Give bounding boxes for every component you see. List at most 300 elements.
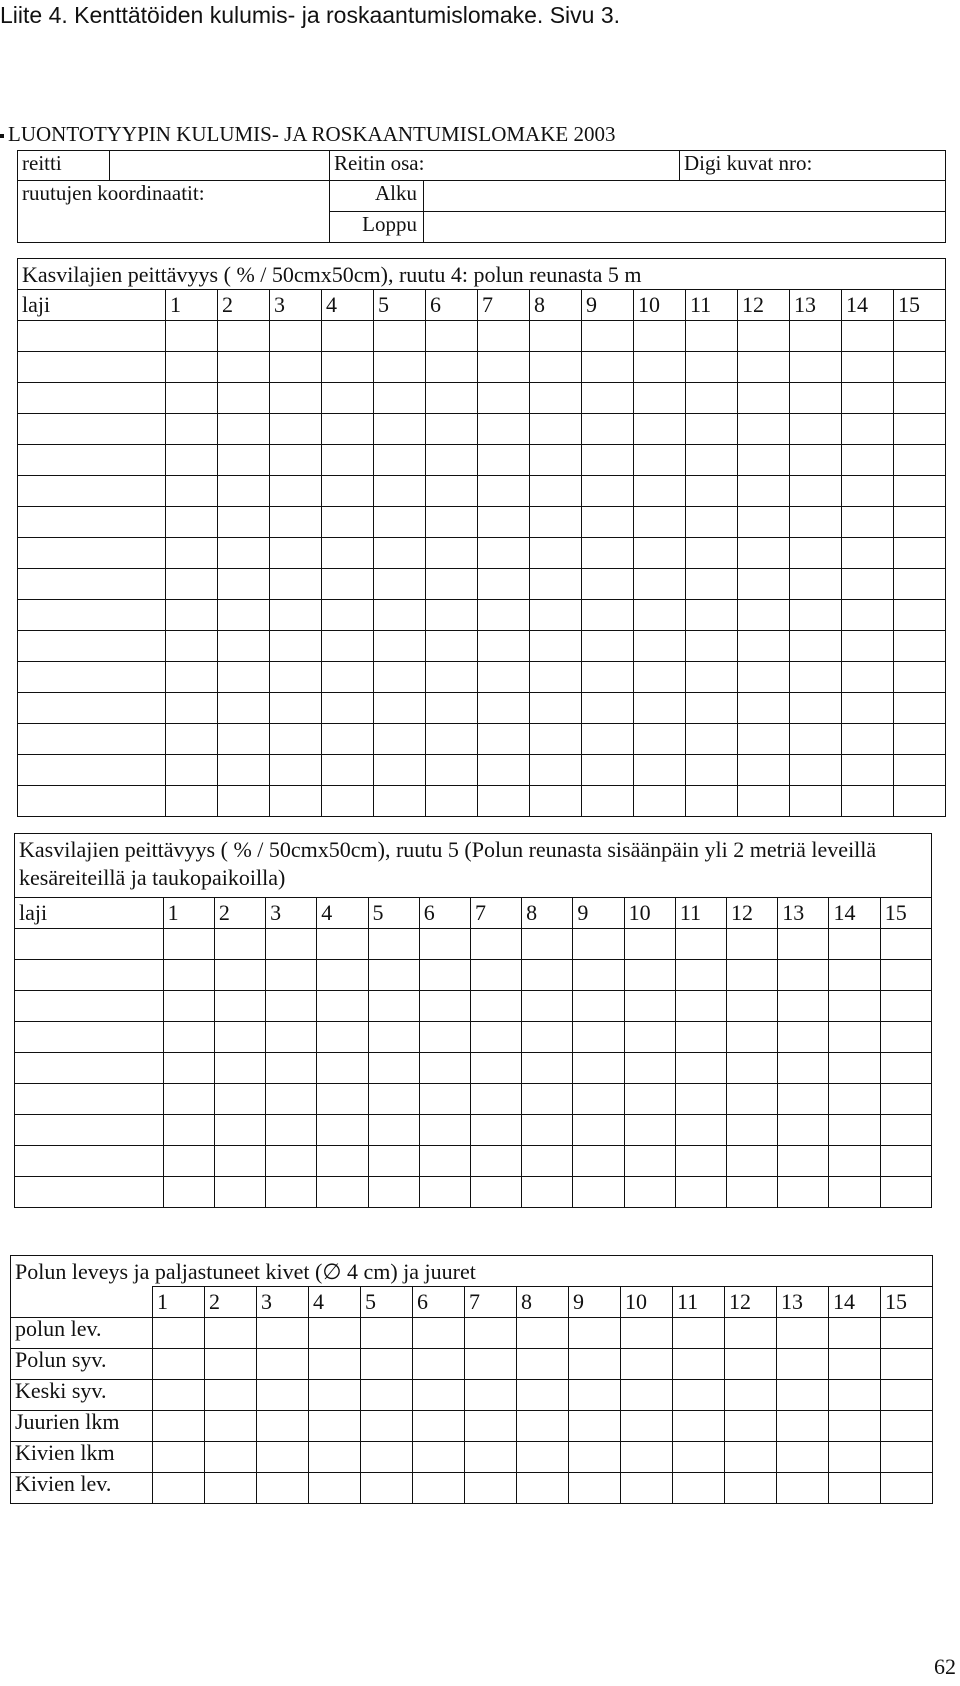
coverage-cell[interactable] — [738, 414, 790, 445]
coverage-cell[interactable] — [790, 693, 842, 724]
coverage-cell[interactable] — [829, 960, 880, 991]
species-cell[interactable] — [18, 631, 166, 662]
coverage-cell[interactable] — [686, 445, 738, 476]
coverage-cell[interactable] — [727, 960, 778, 991]
species-cell[interactable] — [15, 1022, 164, 1053]
coverage-cell[interactable] — [790, 414, 842, 445]
coverage-cell[interactable] — [880, 1146, 931, 1177]
coverage-cell[interactable] — [374, 321, 426, 352]
coverage-cell[interactable] — [374, 445, 426, 476]
measurement-cell[interactable] — [413, 1349, 465, 1380]
measurement-cell[interactable] — [517, 1318, 569, 1349]
measurement-cell[interactable] — [413, 1380, 465, 1411]
measurement-cell[interactable] — [777, 1411, 829, 1442]
coverage-cell[interactable] — [214, 1177, 265, 1208]
coverage-cell[interactable] — [426, 693, 478, 724]
coverage-cell[interactable] — [842, 352, 894, 383]
coverage-cell[interactable] — [738, 786, 790, 817]
coverage-cell[interactable] — [478, 755, 530, 786]
coverage-cell[interactable] — [166, 631, 218, 662]
coverage-cell[interactable] — [470, 1022, 521, 1053]
coverage-cell[interactable] — [163, 1053, 214, 1084]
coverage-cell[interactable] — [686, 414, 738, 445]
coverage-cell[interactable] — [218, 476, 270, 507]
coverage-cell[interactable] — [163, 1022, 214, 1053]
coverage-cell[interactable] — [218, 414, 270, 445]
coverage-cell[interactable] — [686, 631, 738, 662]
coverage-cell[interactable] — [214, 991, 265, 1022]
coverage-cell[interactable] — [573, 1053, 624, 1084]
coverage-cell[interactable] — [478, 693, 530, 724]
coverage-cell[interactable] — [686, 693, 738, 724]
coverage-cell[interactable] — [790, 321, 842, 352]
measurement-cell[interactable] — [465, 1442, 517, 1473]
coverage-cell[interactable] — [374, 755, 426, 786]
coverage-cell[interactable] — [624, 1022, 675, 1053]
coverage-cell[interactable] — [166, 476, 218, 507]
coverage-cell[interactable] — [829, 1115, 880, 1146]
measurement-cell[interactable] — [725, 1318, 777, 1349]
coverage-cell[interactable] — [374, 724, 426, 755]
measurement-cell[interactable] — [361, 1442, 413, 1473]
coverage-cell[interactable] — [530, 383, 582, 414]
coverage-cell[interactable] — [582, 445, 634, 476]
species-cell[interactable] — [18, 569, 166, 600]
coverage-cell[interactable] — [738, 662, 790, 693]
coverage-cell[interactable] — [842, 600, 894, 631]
coverage-cell[interactable] — [727, 1115, 778, 1146]
coverage-cell[interactable] — [266, 1115, 317, 1146]
coverage-cell[interactable] — [218, 445, 270, 476]
coverage-cell[interactable] — [270, 569, 322, 600]
coverage-cell[interactable] — [419, 1053, 470, 1084]
coverage-cell[interactable] — [573, 1084, 624, 1115]
coverage-cell[interactable] — [522, 1146, 573, 1177]
coverage-cell[interactable] — [218, 383, 270, 414]
coverage-cell[interactable] — [419, 1177, 470, 1208]
coverage-cell[interactable] — [419, 991, 470, 1022]
coverage-cell[interactable] — [266, 1084, 317, 1115]
coverage-cell[interactable] — [624, 1177, 675, 1208]
measurement-cell[interactable] — [621, 1442, 673, 1473]
species-cell[interactable] — [18, 600, 166, 631]
measurement-cell[interactable] — [309, 1442, 361, 1473]
coverage-cell[interactable] — [675, 1146, 726, 1177]
coverage-cell[interactable] — [322, 507, 374, 538]
coverage-cell[interactable] — [166, 352, 218, 383]
coverage-cell[interactable] — [530, 476, 582, 507]
coverage-cell[interactable] — [322, 383, 374, 414]
species-cell[interactable] — [15, 1146, 164, 1177]
coverage-cell[interactable] — [624, 960, 675, 991]
coverage-cell[interactable] — [686, 538, 738, 569]
species-cell[interactable] — [15, 991, 164, 1022]
coverage-cell[interactable] — [478, 445, 530, 476]
measurement-cell[interactable] — [725, 1380, 777, 1411]
measurement-cell[interactable] — [361, 1349, 413, 1380]
coverage-cell[interactable] — [374, 507, 426, 538]
coverage-cell[interactable] — [218, 600, 270, 631]
coverage-cell[interactable] — [582, 507, 634, 538]
coverage-cell[interactable] — [634, 321, 686, 352]
coverage-cell[interactable] — [624, 1053, 675, 1084]
measurement-cell[interactable] — [881, 1411, 933, 1442]
coverage-cell[interactable] — [894, 786, 946, 817]
coverage-cell[interactable] — [675, 960, 726, 991]
coverage-cell[interactable] — [317, 1053, 368, 1084]
coverage-cell[interactable] — [778, 929, 829, 960]
species-cell[interactable] — [18, 662, 166, 693]
coverage-cell[interactable] — [738, 693, 790, 724]
measurement-cell[interactable] — [257, 1442, 309, 1473]
coverage-cell[interactable] — [778, 960, 829, 991]
coverage-cell[interactable] — [573, 960, 624, 991]
measurement-cell[interactable] — [569, 1318, 621, 1349]
coverage-cell[interactable] — [214, 929, 265, 960]
coverage-cell[interactable] — [880, 1022, 931, 1053]
coverage-cell[interactable] — [582, 662, 634, 693]
coverage-cell[interactable] — [166, 507, 218, 538]
measurement-cell[interactable] — [517, 1349, 569, 1380]
coverage-cell[interactable] — [634, 600, 686, 631]
coverage-cell[interactable] — [426, 507, 478, 538]
coverage-cell[interactable] — [727, 991, 778, 1022]
measurement-cell[interactable] — [881, 1473, 933, 1504]
measurement-cell[interactable] — [413, 1442, 465, 1473]
coverage-cell[interactable] — [214, 1115, 265, 1146]
coverage-cell[interactable] — [368, 991, 419, 1022]
coverage-cell[interactable] — [778, 991, 829, 1022]
coverage-cell[interactable] — [426, 321, 478, 352]
species-cell[interactable] — [18, 724, 166, 755]
coverage-cell[interactable] — [790, 476, 842, 507]
coverage-cell[interactable] — [829, 991, 880, 1022]
coverage-cell[interactable] — [317, 1022, 368, 1053]
coverage-cell[interactable] — [426, 600, 478, 631]
measurement-cell[interactable] — [569, 1380, 621, 1411]
coverage-cell[interactable] — [478, 352, 530, 383]
coverage-cell[interactable] — [880, 1084, 931, 1115]
coverage-cell[interactable] — [266, 1146, 317, 1177]
coverage-cell[interactable] — [374, 476, 426, 507]
coverage-cell[interactable] — [218, 662, 270, 693]
species-cell[interactable] — [18, 507, 166, 538]
coverage-cell[interactable] — [470, 960, 521, 991]
coverage-cell[interactable] — [478, 569, 530, 600]
start-coordinates-value[interactable] — [424, 181, 946, 212]
measurement-cell[interactable] — [361, 1473, 413, 1504]
measurement-cell[interactable] — [673, 1318, 725, 1349]
coverage-cell[interactable] — [530, 321, 582, 352]
coverage-cell[interactable] — [738, 507, 790, 538]
coverage-cell[interactable] — [322, 569, 374, 600]
coverage-cell[interactable] — [790, 724, 842, 755]
coverage-cell[interactable] — [426, 383, 478, 414]
coverage-cell[interactable] — [163, 1084, 214, 1115]
coverage-cell[interactable] — [218, 352, 270, 383]
coverage-cell[interactable] — [478, 600, 530, 631]
measurement-cell[interactable] — [257, 1318, 309, 1349]
coverage-cell[interactable] — [478, 724, 530, 755]
coverage-cell[interactable] — [270, 600, 322, 631]
coverage-cell[interactable] — [790, 786, 842, 817]
coverage-cell[interactable] — [573, 991, 624, 1022]
coverage-cell[interactable] — [322, 352, 374, 383]
coverage-cell[interactable] — [368, 1053, 419, 1084]
coverage-cell[interactable] — [266, 1053, 317, 1084]
coverage-cell[interactable] — [624, 1115, 675, 1146]
measurement-cell[interactable] — [569, 1473, 621, 1504]
measurement-cell[interactable] — [413, 1473, 465, 1504]
coverage-cell[interactable] — [573, 929, 624, 960]
coverage-cell[interactable] — [419, 1115, 470, 1146]
measurement-cell[interactable] — [881, 1318, 933, 1349]
measurement-cell[interactable] — [205, 1380, 257, 1411]
coverage-cell[interactable] — [163, 1115, 214, 1146]
coverage-cell[interactable] — [675, 1022, 726, 1053]
coverage-cell[interactable] — [675, 1053, 726, 1084]
coverage-cell[interactable] — [270, 507, 322, 538]
measurement-cell[interactable] — [309, 1411, 361, 1442]
coverage-cell[interactable] — [894, 631, 946, 662]
coverage-cell[interactable] — [778, 1146, 829, 1177]
coverage-cell[interactable] — [530, 662, 582, 693]
coverage-cell[interactable] — [163, 1177, 214, 1208]
measurement-cell[interactable] — [569, 1442, 621, 1473]
coverage-cell[interactable] — [322, 538, 374, 569]
coverage-cell[interactable] — [738, 476, 790, 507]
measurement-cell[interactable] — [621, 1411, 673, 1442]
coverage-cell[interactable] — [530, 724, 582, 755]
coverage-cell[interactable] — [573, 1177, 624, 1208]
coverage-cell[interactable] — [790, 538, 842, 569]
coverage-cell[interactable] — [686, 321, 738, 352]
coverage-cell[interactable] — [675, 991, 726, 1022]
coverage-cell[interactable] — [368, 1084, 419, 1115]
coverage-cell[interactable] — [317, 1146, 368, 1177]
coverage-cell[interactable] — [322, 755, 374, 786]
species-cell[interactable] — [18, 321, 166, 352]
coverage-cell[interactable] — [634, 383, 686, 414]
coverage-cell[interactable] — [894, 414, 946, 445]
measurement-cell[interactable] — [361, 1380, 413, 1411]
coverage-cell[interactable] — [738, 600, 790, 631]
coverage-cell[interactable] — [426, 724, 478, 755]
coverage-cell[interactable] — [894, 693, 946, 724]
species-cell[interactable] — [18, 445, 166, 476]
coverage-cell[interactable] — [478, 414, 530, 445]
coverage-cell[interactable] — [470, 1115, 521, 1146]
coverage-cell[interactable] — [163, 991, 214, 1022]
coverage-cell[interactable] — [675, 1177, 726, 1208]
coverage-cell[interactable] — [166, 538, 218, 569]
coverage-cell[interactable] — [426, 631, 478, 662]
coverage-cell[interactable] — [530, 538, 582, 569]
coverage-cell[interactable] — [894, 352, 946, 383]
coverage-cell[interactable] — [624, 991, 675, 1022]
coverage-cell[interactable] — [374, 786, 426, 817]
species-cell[interactable] — [15, 1177, 164, 1208]
coverage-cell[interactable] — [368, 1177, 419, 1208]
coverage-cell[interactable] — [880, 1115, 931, 1146]
coverage-cell[interactable] — [790, 569, 842, 600]
coverage-cell[interactable] — [322, 786, 374, 817]
coverage-cell[interactable] — [426, 445, 478, 476]
coverage-cell[interactable] — [842, 569, 894, 600]
coverage-cell[interactable] — [582, 383, 634, 414]
coverage-cell[interactable] — [880, 960, 931, 991]
coverage-cell[interactable] — [270, 352, 322, 383]
coverage-cell[interactable] — [829, 1146, 880, 1177]
coverage-cell[interactable] — [842, 414, 894, 445]
measurement-cell[interactable] — [465, 1411, 517, 1442]
coverage-cell[interactable] — [478, 507, 530, 538]
coverage-cell[interactable] — [214, 1053, 265, 1084]
coverage-cell[interactable] — [842, 693, 894, 724]
coverage-cell[interactable] — [738, 321, 790, 352]
coverage-cell[interactable] — [270, 476, 322, 507]
coverage-cell[interactable] — [675, 1115, 726, 1146]
coverage-cell[interactable] — [374, 352, 426, 383]
coverage-cell[interactable] — [634, 662, 686, 693]
coverage-cell[interactable] — [218, 786, 270, 817]
measurement-cell[interactable] — [465, 1349, 517, 1380]
coverage-cell[interactable] — [582, 600, 634, 631]
coverage-cell[interactable] — [522, 1022, 573, 1053]
coverage-cell[interactable] — [530, 507, 582, 538]
coverage-cell[interactable] — [582, 724, 634, 755]
coverage-cell[interactable] — [738, 538, 790, 569]
measurement-cell[interactable] — [153, 1473, 205, 1504]
coverage-cell[interactable] — [842, 786, 894, 817]
measurement-cell[interactable] — [205, 1349, 257, 1380]
measurement-cell[interactable] — [621, 1473, 673, 1504]
coverage-cell[interactable] — [675, 929, 726, 960]
measurement-cell[interactable] — [673, 1411, 725, 1442]
coverage-cell[interactable] — [426, 476, 478, 507]
coverage-cell[interactable] — [368, 929, 419, 960]
coverage-cell[interactable] — [686, 662, 738, 693]
measurement-cell[interactable] — [517, 1442, 569, 1473]
measurement-cell[interactable] — [309, 1380, 361, 1411]
coverage-cell[interactable] — [374, 383, 426, 414]
coverage-cell[interactable] — [790, 507, 842, 538]
coverage-cell[interactable] — [419, 929, 470, 960]
coverage-cell[interactable] — [894, 600, 946, 631]
coverage-cell[interactable] — [738, 352, 790, 383]
coverage-cell[interactable] — [522, 929, 573, 960]
coverage-cell[interactable] — [317, 1115, 368, 1146]
coverage-cell[interactable] — [686, 352, 738, 383]
coverage-cell[interactable] — [790, 662, 842, 693]
coverage-cell[interactable] — [530, 569, 582, 600]
measurement-cell[interactable] — [621, 1349, 673, 1380]
measurement-cell[interactable] — [517, 1380, 569, 1411]
measurement-cell[interactable] — [309, 1349, 361, 1380]
coverage-cell[interactable] — [374, 662, 426, 693]
coverage-cell[interactable] — [270, 383, 322, 414]
measurement-cell[interactable] — [465, 1380, 517, 1411]
measurement-cell[interactable] — [621, 1380, 673, 1411]
coverage-cell[interactable] — [686, 476, 738, 507]
coverage-cell[interactable] — [522, 1053, 573, 1084]
coverage-cell[interactable] — [738, 445, 790, 476]
coverage-cell[interactable] — [478, 321, 530, 352]
coverage-cell[interactable] — [322, 321, 374, 352]
coverage-cell[interactable] — [530, 600, 582, 631]
coverage-cell[interactable] — [727, 1146, 778, 1177]
measurement-cell[interactable] — [569, 1411, 621, 1442]
coverage-cell[interactable] — [218, 724, 270, 755]
coverage-cell[interactable] — [530, 631, 582, 662]
coverage-cell[interactable] — [522, 960, 573, 991]
measurement-cell[interactable] — [777, 1318, 829, 1349]
measurement-cell[interactable] — [257, 1411, 309, 1442]
coverage-cell[interactable] — [322, 414, 374, 445]
coverage-cell[interactable] — [266, 960, 317, 991]
coverage-cell[interactable] — [266, 991, 317, 1022]
measurement-cell[interactable] — [153, 1442, 205, 1473]
measurement-cell[interactable] — [361, 1318, 413, 1349]
measurement-cell[interactable] — [465, 1318, 517, 1349]
coverage-cell[interactable] — [214, 1146, 265, 1177]
species-cell[interactable] — [15, 1084, 164, 1115]
coverage-cell[interactable] — [842, 321, 894, 352]
measurement-cell[interactable] — [309, 1473, 361, 1504]
coverage-cell[interactable] — [270, 538, 322, 569]
coverage-cell[interactable] — [790, 445, 842, 476]
coverage-cell[interactable] — [374, 538, 426, 569]
coverage-cell[interactable] — [686, 569, 738, 600]
coverage-cell[interactable] — [675, 1084, 726, 1115]
coverage-cell[interactable] — [829, 1084, 880, 1115]
coverage-cell[interactable] — [829, 1022, 880, 1053]
coverage-cell[interactable] — [842, 445, 894, 476]
measurement-cell[interactable] — [777, 1349, 829, 1380]
measurement-cell[interactable] — [725, 1411, 777, 1442]
coverage-cell[interactable] — [419, 1084, 470, 1115]
coverage-cell[interactable] — [530, 352, 582, 383]
coverage-cell[interactable] — [738, 755, 790, 786]
measurement-cell[interactable] — [517, 1411, 569, 1442]
coverage-cell[interactable] — [218, 755, 270, 786]
coverage-cell[interactable] — [266, 1177, 317, 1208]
coverage-cell[interactable] — [426, 569, 478, 600]
coverage-cell[interactable] — [530, 445, 582, 476]
coverage-cell[interactable] — [270, 445, 322, 476]
coverage-cell[interactable] — [470, 1053, 521, 1084]
coverage-cell[interactable] — [634, 631, 686, 662]
species-cell[interactable] — [15, 1115, 164, 1146]
coverage-cell[interactable] — [880, 1053, 931, 1084]
coverage-cell[interactable] — [470, 991, 521, 1022]
coverage-cell[interactable] — [374, 693, 426, 724]
coverage-cell[interactable] — [266, 929, 317, 960]
coverage-cell[interactable] — [218, 693, 270, 724]
coverage-cell[interactable] — [880, 929, 931, 960]
coverage-cell[interactable] — [218, 321, 270, 352]
coverage-cell[interactable] — [582, 693, 634, 724]
coverage-cell[interactable] — [163, 929, 214, 960]
species-cell[interactable] — [18, 693, 166, 724]
coverage-cell[interactable] — [218, 631, 270, 662]
measurement-cell[interactable] — [413, 1411, 465, 1442]
measurement-cell[interactable] — [881, 1380, 933, 1411]
coverage-cell[interactable] — [686, 786, 738, 817]
coverage-cell[interactable] — [842, 662, 894, 693]
measurement-cell[interactable] — [309, 1318, 361, 1349]
coverage-cell[interactable] — [478, 476, 530, 507]
